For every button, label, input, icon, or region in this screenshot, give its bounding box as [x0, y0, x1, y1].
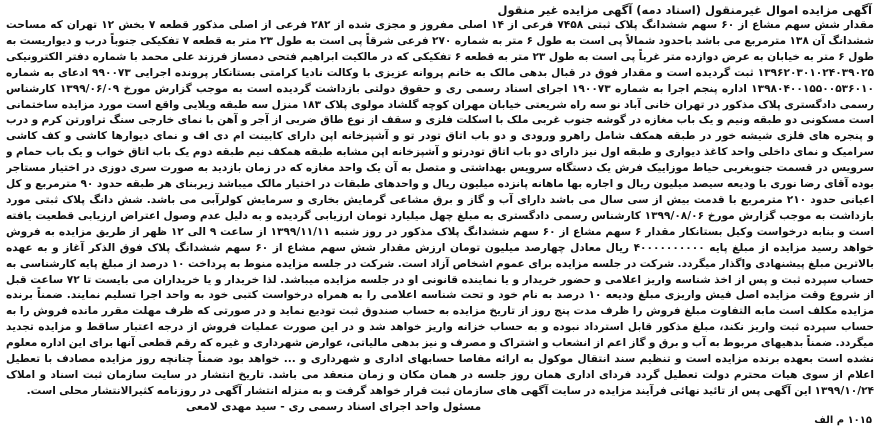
notice-footer — [6, 400, 874, 428]
signature-line: مسئول واحد اجرای اسناد رسمی ری - سید مهدی لامعی — [186, 400, 482, 413]
auction-notice — [6, 2, 874, 430]
reference-number: ۱۰۱۵ م الف — [814, 415, 872, 426]
notice-body: مقدار شش سهم مشاع از ۶۰ سهم ششدانگ پلاک ثبتی ۷۴۵۸ فرعی از ۱۴ اصلی مفروز و مجزی شده از ۲۸۲ فرعی از اصلی مذکور قطعه ۷ بخش ۱۲ تهران که مساحت ششدانگ آن ۱۳۸ مترمربع می باشد باحدود شمالاً پی است به طول ۶ متر به شماره ۲۷۰ فرعی شرقاً پی است به طول ۲۳ متر به قطعه ۷ تفکیکی جنوباً درب و دیواریست به طول ۶ متر به خیابان به عرض دوازده متر غرباً پی است به طول ۲۳ متر به قطعه ۶ تفکیکی که در مالکیت ابراهیم فتحی دمساز فرزند علی محمد با شماره دفتر الکترونیکی ۱۳۹۶۲۰۳۰۱۰۲۴۰۳۹۰۲۵ ثبت گردیده است و مقدار فوق در قبال بدهی مالک به خانم پروانه عزیزی با وکالت نادیا کرامتی بستانکار پرونده اجرایی ۹۹۰۰۷۳ ادعای به شماره ۱۳۹۸۰۴۰۰۱۵۵۰۰۵۳۶۰۱۰ اداره پنجم اجرا به شماره ۱۹۰۰۷۳ اجرای اسناد رسمی ری و حقوق دولتی بازداشت گردیده است به موجب گزارش مورخ ۱۳۹۹/۰۶/۰۹ کارشناس رسمی دادگستری پلاک مذکور در تهران خانی آباد نو سه راه شریعتی خیابان مهران کوچه گلشاد مولوی پلاک ۱۸۳ منزل سه طبقه ویلایی واقع است مورد مزایده ساختمانی است مسکونی دو طبقه ونیم و یک باب مغازه در گوشه جنوب غربی ملک با اسکلت فلزی و سقف از نوع طاق ضربی از آجر و آهن با نمای خارجی سنگ تراورتن کرم و درب و پنجره های فلزی شیشه خور در طبقه همکف شامل راهرو ورودی و دو باب اتاق تودر تو و آشپزخانه اپن دارای کابینت ام دی اف و نمای دیوارها کاشی و کف کاشی سرامیک و نمای داخلی واحد کاغذ دیواری و طبقه اول نیز دارای دو باب اتاق تودرتو و آشپزخانه اپن مشابه طبقه همکف نیم طبقه دوم یک باب اتاق خواب و یک باب حمام و سرویس در قسمت جنوبغربی حیاط موزاییک فرش یک دستگاه سرویس بهداشتی و متصل به آن یک واحد مغازه که در زمان بازدید به صورت سری دوزی در اختیار مستاجر بوده آقای رضا نوری با ودیعه سیصد میلیون ریال و اجاره بها ماهانه پانزده میلیون ریال و واحدهای طبقات در اختیار مالک میباشد زیربنای هر طبقه حدود ۹۰ مترمربع و کل اعیانی حدود ۲۱۰ مترمربع با قدمت بیش از سی سال می باشد دارای آب و گاز و برق مشاعی گرمایش بخاری و سرمایش کولرآبی می باشد. شش دانگ پلاک ثبتی مورد بازداشت به موجب گزارش مورخ ۱۳۹۹/۰۸/۰۶ کارشناس رسمی دادگستری به مبلغ چهل میلیارد تومان ارزیابی گردیده و به دلیل عدم وصول اعتراض ارزیابی قطعیت یافته است و بنابه درخواست وکیل بستانکار مقدار ۶ سهم مشاع از ۶۰ سهم ششدانگ پلاک مذکور در روز شنبه ۱۳۹۹/۱۱/۱۱ از ساعت ۹ الی ۱۲ ظهر از طریق مزایده به فروش خواهد رسید مزایده از مبلغ پایه ۴۰۰۰۰۰۰۰۰۰۰ ریال معادل چهارصد میلیون تومان ارزش مقدار شش سهم مشاع از ۶۰ سهم ششدانگ پلاک فوق الذکر آغاز و به عهده بالاترین مبلغ پیشنهادی واگذار میگردد. شرکت در جلسه مزایده برای عموم اشخاص آزاد است. شرکت در جلسه مزایده منوط به پرداخت ۱۰ درصد از مبلغ پایه کارشناسی به حساب سپرده ثبت و پس از اخذ شناسه واریز اعلامی و حضور خریدار و یا نماینده قانونی او در جلسه مزایده میباشد. لذا خریدار و یا خریداران می بایست تا ۷۲ ساعت قبل از شروع وقت مزایده اصل فیش واریزی مبلغ ودیعه ۱۰ درصد به نام خود و تحت شناسه اعلامی را به همراه درخواست کتبی خود به واحد اجرا تسلیم نمایند. ضمناً برنده مزایده مکلف است مابه التفاوت مبلغ فروش را ظرف مدت پنج روز از تاریخ مزایده به حساب صندوق ثبت تودیع نماید و در صورتی که ظرف مهلت مقرر مانده فروش را به حساب سپرده ثبت واریز نکند، مبلغ مذکور قابل استرداد نبوده و به حساب خزانه واریز خواهد شد و در این صورت عملیات فروش از درجه اعتبار ساقط و مزایده تجدید میگردد. ضمناً بدهیهای مربوط به آب و برق و گاز اعم از انشعاب و اشتراک و مصرف و نیز بدهی مالیاتی، عوارض شهرداری و غیره که رقم قطعی آنها برای این اداره معلوم نشده است بعهده برنده مزایده است و تنظیم سند انتقال موکول به ارائه مفاصا حسابهای اداری و شهرداری و ... خواهد بود ضمناً چنانچه روز مزایده مصادف با تعطیل اعلام از سوی هیات محترم دولت تعطیل گردد فردای اداری همان روز جلسه در همان مکان و زمان منعقد می باشد. تاریخ انتشار در سایت سازمان ثبت اسناد و املاک ۱۳۹۹/۱۰/۲۴ این آگهی پس از تائید نهائی فرآیند مزایده در سایت آگهی های سازمان ثبت قرار خواهد گرفت و به منزله انتشار آگهی در روزنامه کثیرالانتشار محلی است. — [6, 19, 874, 397]
notice-header: آگهی مزایده اموال غیرمنقول (اسناد دمه) آگهی مزایده غیر منقول — [497, 3, 872, 17]
